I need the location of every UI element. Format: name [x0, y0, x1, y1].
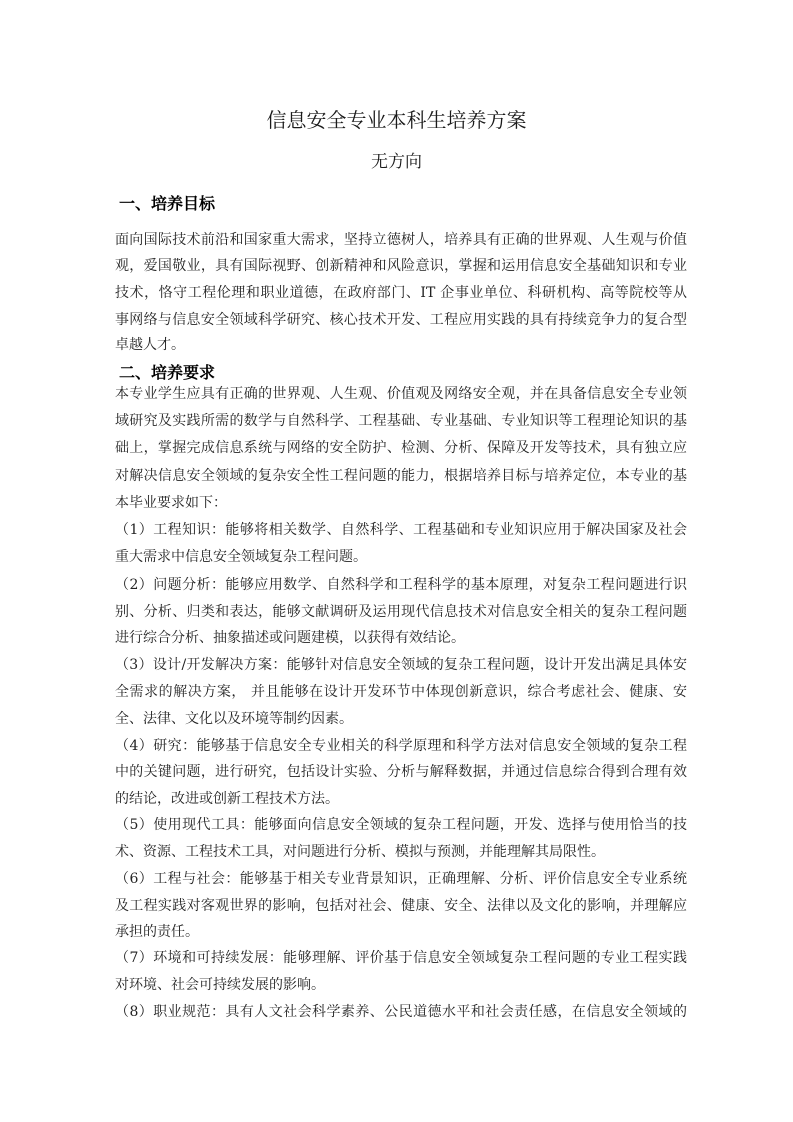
paragraph-line: 事网络与信息安全领域科学研究、核心技术开发、工程应用实践的具有持续竞争力的复合型 [115, 312, 687, 328]
paragraph-line: （8）职业规范：具有人文社会科学素养、公民道德水平和社会责任感，在信息安全领域的 [115, 1004, 687, 1020]
paragraph-line: 术、资源、工程技术工具，对问题进行分析、模拟与预测，并能理解其局限性。 [115, 844, 605, 860]
paragraph-line: 面向国际技术前沿和国家重大需求，坚持立德树人，培养具有正确的世界观、人生观与价值 [115, 232, 687, 248]
paragraph-line: 卓越人才。 [115, 337, 185, 353]
paragraph-line: 的结论，改进或创新工程技术方法。 [115, 791, 339, 807]
paragraph-line: 观，爱国敬业，具有国际视野、创新精神和风险意识，掌握和运用信息安全基础知识和专业 [115, 258, 687, 274]
paragraph-line: （5）使用现代工具：能够面向信息安全领域的复杂工程问题，开发、选择与使用恰当的技 [115, 817, 687, 833]
paragraph-line: 全、法律、文化以及环境等制约因素。 [115, 711, 353, 727]
paragraph-line: 及工程实践对客观世界的影响，包括对社会、健康、安全、法律以及文化的影响，并理解应 [115, 898, 687, 914]
paragraph-line: 对解决信息安全领域的复杂安全性工程问题的能力，根据培养目标与培养定位，本专业的基 [115, 468, 687, 484]
paragraph-line: 进行综合分析、抽象描述或问题建模，以获得有效结论。 [115, 630, 465, 646]
paragraph-line: 对环境、社会可持续发展的影响。 [115, 977, 325, 993]
paragraph-line: （4）研究：能够基于信息安全专业相关的科学原理和科学方法对信息安全领域的复杂工程 [115, 738, 687, 754]
paragraph-line: 域研究及实践所需的数学与自然科学、工程基础、专业基础、专业知识等工程理论知识的基 [115, 413, 687, 429]
paragraph-line: （3）设计/开发解决方案：能够针对信息安全领域的复杂工程问题，设计开发出满足具体安 [115, 657, 687, 673]
paragraph-line: （2）问题分析：能够应用数学、自然科学和工程科学的基本原理，对复杂工程问题进行识 [115, 577, 687, 593]
paragraph-line: 中的关键问题，进行研究，包括设计实验、分析与解释数据，并通过信息综合得到合理有效 [115, 764, 687, 780]
paragraph-line: （1）工程知识：能够将相关数学、自然科学、工程基础和专业知识应用于解决国家及社会 [115, 522, 687, 538]
paragraph-line: 本毕业要求如下： [115, 495, 227, 511]
paragraph-line: 全需求的解决方案， 并且能够在设计开发环节中体现创新意识，综合考虑社会、健康、安 [115, 684, 687, 700]
paragraph-line: （7）环境和可持续发展：能够理解、评价基于信息安全领域复杂工程问题的专业工程实践 [115, 950, 687, 966]
document-title: 信息安全专业本科生培养方案 [266, 108, 527, 132]
section-heading: 一、培养目标 [119, 194, 216, 213]
paragraph-line: 技术，恪守工程伦理和职业道德，在政府部门、IT 企事业单位、科研机构、高等院校等从 [115, 285, 687, 301]
paragraph-line: 承担的责任。 [115, 924, 199, 940]
paragraph-line: （6）工程与社会：能够基于相关专业背景知识，正确理解、分析、评价信息安全专业系统 [115, 871, 687, 887]
paragraph-line: 础上，掌握完成信息系统与网络的安全防护、检测、分析、保障及开发等技术，具有独立应 [115, 440, 687, 456]
document-subtitle: 无方向 [371, 152, 422, 172]
paragraph-line: 重大需求中信息安全领域复杂工程问题。 [115, 549, 367, 565]
paragraph-line: 本专业学生应具有正确的世界观、人生观、价值观及网络安全观，并在具备信息安全专业领 [115, 386, 687, 402]
paragraph-line: 别、分析、归类和表达，能够文献调研及运用现代信息技术对信息安全相关的复杂工程问题 [115, 604, 687, 620]
section-heading: 二、培养要求 [119, 363, 216, 382]
